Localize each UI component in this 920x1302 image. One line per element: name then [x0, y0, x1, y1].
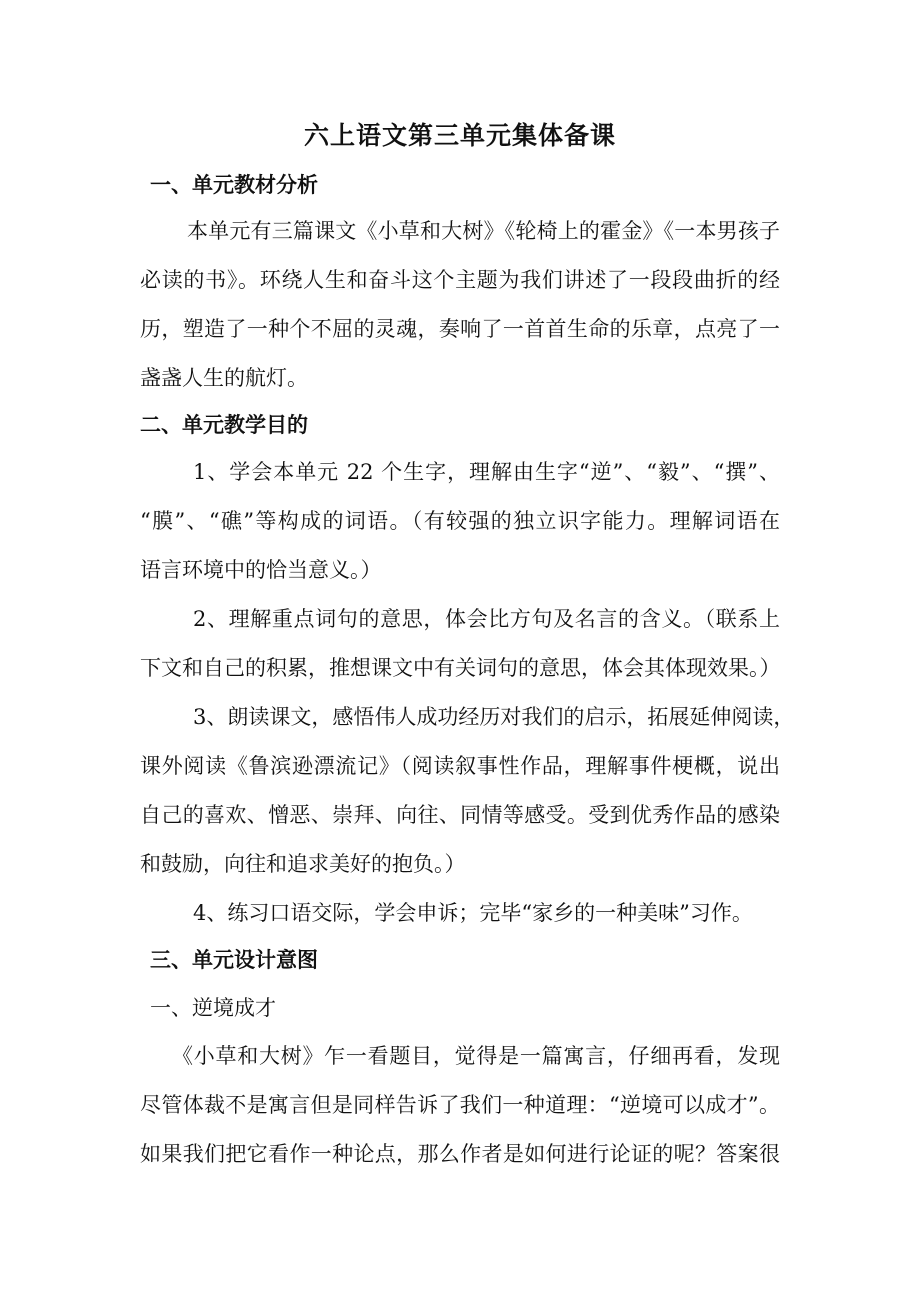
paragraph-line: 《小草和大树》乍一看题目，觉得是一篇寓言，仔细再看，发现	[172, 1044, 780, 1068]
paragraph-line: 尽管体裁不是寓言但是同样告诉了我们一种道理：“逆境可以成才”。	[140, 1093, 780, 1117]
goal-item-line: 1、学会本单元 22 个生字，理解由生字“逆”、“毅”、“撰”、	[193, 460, 780, 484]
goal-item-line: 课外阅读《鲁滨逊漂流记》（阅读叙事性作品，理解事件梗概，说出	[140, 754, 780, 778]
document-title: 六上语文第三单元集体备课	[303, 121, 616, 150]
paragraph-line: 盏盏人生的航灯。	[140, 366, 308, 390]
goal-item-line: 2、理解重点词句的意思，体会比方句及名言的含义。（联系上	[193, 607, 780, 631]
goal-item-line: 下文和自己的积累，推想课文中有关词句的意思，体会其体现效果。）	[140, 656, 781, 680]
goal-item-line: 语言环境中的恰当意义。）	[140, 558, 382, 582]
section-heading-2: 二、单元教学目的	[140, 412, 308, 437]
paragraph-line: 本单元有三篇课文《小草和大树》《轮椅上的霍金》《一本男孩子	[187, 219, 780, 243]
goal-item-line: 3、朗读课文，感悟伟人成功经历对我们的启示，拓展延伸阅读，	[193, 705, 795, 729]
paragraph-line: 如果我们把它看作一种论点，那么作者是如何进行论证的呢？答案很	[140, 1142, 780, 1166]
goal-item-line: “膜”、“礁”等构成的词语。（有较强的独立识字能力。理解词语在	[140, 509, 780, 533]
paragraph-line: 历，塑造了一种个不屈的灵魂，奏响了一首首生命的乐章，点亮了一	[140, 317, 780, 341]
section-heading-1: 一、单元教材分析	[150, 172, 318, 197]
section-heading-3: 三、单元设计意图	[150, 947, 318, 972]
paragraph-line: 必读的书》。环绕人生和奋斗这个主题为我们讲述了一段段曲折的经	[140, 268, 780, 292]
goal-item-line: 自己的喜欢、憎恶、崇拜、向往、同情等感受。受到优秀作品的感染	[140, 803, 780, 827]
goal-item-line: 和鼓励，向往和追求美好的抱负。）	[140, 852, 466, 876]
subheading: 一、逆境成才	[150, 996, 276, 1020]
goal-item-line: 4、练习口语交际，学会申诉；完毕“家乡的一种美味”习作。	[193, 901, 753, 925]
